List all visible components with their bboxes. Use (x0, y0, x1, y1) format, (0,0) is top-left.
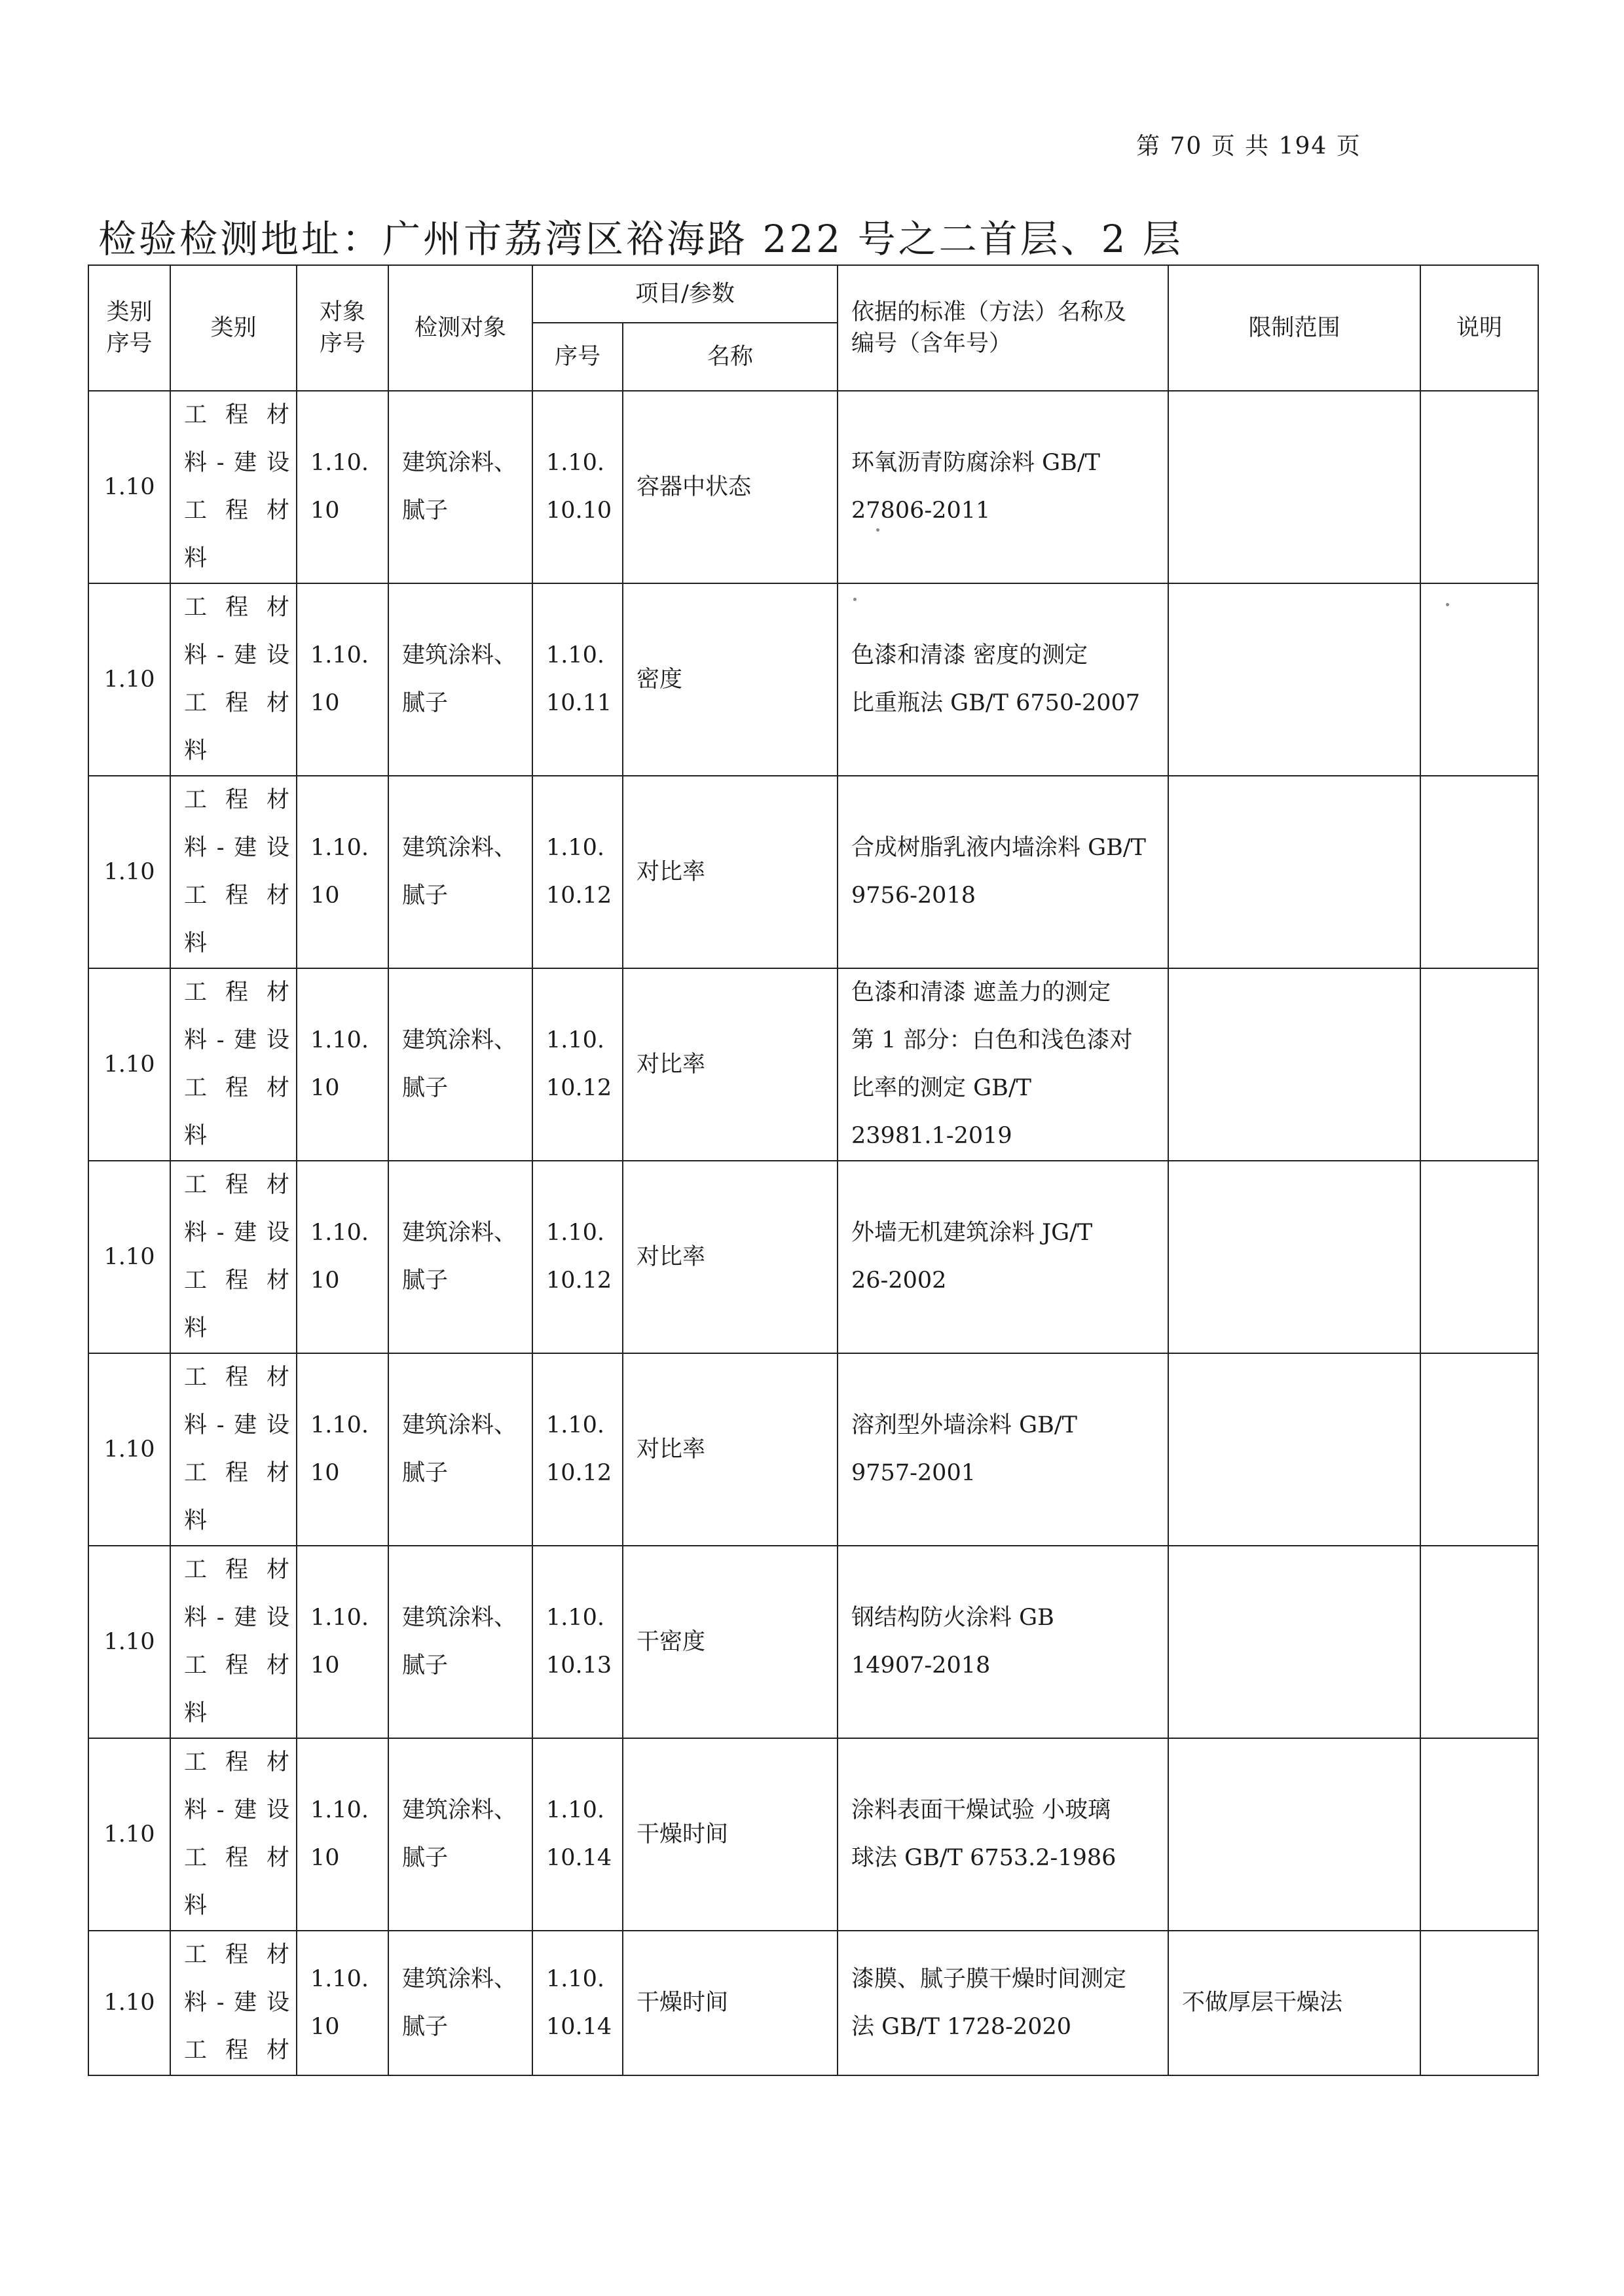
cell-limit (1168, 1738, 1420, 1931)
cell-note (1420, 1353, 1538, 1546)
category-line: 工 程 材 (184, 1942, 289, 1968)
cell-cat-no-text: 1.10 (103, 1821, 155, 1848)
cell-item-name-text: 密度 (637, 666, 683, 693)
table-row (88, 776, 1538, 968)
cell-cat-no (88, 1353, 170, 1546)
category-line: 工 程 材 (184, 690, 289, 716)
header-category: 类别 (170, 265, 297, 391)
cell-item-name (623, 776, 838, 968)
cell-item-no-text: 1.10. 10.13 (546, 1605, 612, 1679)
cell-cat-no-text: 1.10 (103, 473, 155, 500)
cell-item-no (532, 583, 623, 776)
table-row (88, 1546, 1538, 1738)
cell-note (1420, 583, 1538, 776)
cell-item-name (623, 583, 838, 776)
category-line: 料 (184, 1123, 208, 1149)
category-line: 工 程 材 (184, 1172, 289, 1198)
category-line: 料-建设 (184, 1220, 289, 1246)
category-line: 工 程 材 (184, 1267, 289, 1294)
cell-limit (1168, 1161, 1420, 1353)
cell-cat-no (88, 1931, 170, 2075)
table-row (88, 391, 1538, 583)
cell-cat-no (88, 1738, 170, 1931)
cell-item-no (532, 1931, 623, 2075)
header-row-1 (88, 265, 1538, 323)
cell-note (1420, 776, 1538, 968)
cell-category (170, 1161, 297, 1353)
cell-item-no-text: 1.10. 10.12 (546, 835, 612, 909)
cell-item-no-text: 1.10. 10.12 (546, 1027, 612, 1101)
cell-obj-no (297, 1738, 388, 1931)
category-line: 工 程 材 (184, 1557, 289, 1583)
cell-limit (1168, 1546, 1420, 1738)
cell-item-name (623, 1546, 838, 1738)
cell-object-text: 建筑涂料、 腻子 (402, 1220, 517, 1294)
cell-note (1420, 1738, 1538, 1931)
cell-item-name-text: 干燥时间 (637, 1990, 729, 2016)
cell-obj-no (297, 1161, 388, 1353)
cell-obj-no (297, 968, 388, 1161)
cell-category (170, 776, 297, 968)
cell-item-no-text: 1.10. 10.10 (546, 450, 612, 524)
header-item-no: 序号 (532, 323, 623, 391)
cell-item-name (623, 1353, 838, 1546)
category-line: 工 程 材 (184, 1749, 289, 1776)
accreditation-table (88, 264, 1539, 2076)
category-line: 工 程 材 (184, 883, 289, 909)
category-line: 料 (184, 545, 208, 572)
cell-object (388, 776, 532, 968)
cell-cat-no-text: 1.10 (103, 1243, 155, 1270)
cell-category (170, 1931, 297, 2075)
cell-obj-no-text: 1.10. 10 (310, 450, 369, 524)
table-row (88, 1161, 1538, 1353)
cell-cat-no (88, 776, 170, 968)
cell-limit (1168, 583, 1420, 776)
cell-object-text: 建筑涂料、 腻子 (402, 835, 517, 909)
cell-cat-no-text: 1.10 (103, 666, 155, 693)
category-line: 工 程 材 (184, 498, 289, 524)
cell-object (388, 968, 532, 1161)
category-line: 工 程 材 (184, 1460, 289, 1486)
category-line: 料-建设 (184, 1605, 289, 1631)
cell-note (1420, 968, 1538, 1161)
cell-cat-no-text: 1.10 (103, 1436, 155, 1463)
cell-standard (838, 968, 1168, 1161)
header-item-name: 名称 (623, 323, 838, 391)
cell-category (170, 391, 297, 583)
cell-obj-no-text: 1.10. 10 (310, 1412, 369, 1486)
cell-item-name-text: 对比率 (637, 1051, 706, 1078)
cell-cat-no-text: 1.10 (103, 1990, 155, 2016)
category-line: 工 程 材 (184, 787, 289, 813)
page-number: 第 70 页 共 194 页 (1136, 133, 1361, 160)
cell-object-text: 建筑涂料、 腻子 (402, 1965, 517, 2040)
cell-obj-no-text: 1.10. 10 (310, 1605, 369, 1679)
cell-obj-no (297, 391, 388, 583)
cell-object (388, 1353, 532, 1546)
category-line: 工 程 材 (184, 594, 289, 621)
category-line: 工 程 材 (184, 1845, 289, 1871)
cell-standard (838, 776, 1168, 968)
cell-item-no (532, 776, 623, 968)
category-line: 料 (184, 1508, 208, 1534)
cell-note (1420, 1161, 1538, 1353)
cell-limit (1168, 1353, 1420, 1546)
cell-limit-text: 不做厚层干燥法 (1182, 1990, 1343, 2016)
table-row (88, 1931, 1538, 2075)
cell-item-no (532, 1738, 623, 1931)
category-line: 工 程 材 (184, 402, 289, 428)
cell-item-no (532, 1546, 623, 1738)
table-row (88, 583, 1538, 776)
cell-object (388, 1161, 532, 1353)
cell-item-no-text: 1.10. 10.14 (546, 1965, 612, 2040)
cell-object (388, 391, 532, 583)
cell-cat-no (88, 1546, 170, 1738)
cell-standard-text: 色漆和清漆 密度的测定 比重瓶法 GB/T 6750-2007 (851, 642, 1141, 716)
category-line: 工 程 材 (184, 1652, 289, 1679)
cell-obj-no-text: 1.10. 10 (310, 642, 369, 716)
header-standard: 依据的标准（方法）名称及 编号（含年号） (838, 265, 1168, 391)
cell-item-name (623, 1738, 838, 1931)
cell-item-name (623, 968, 838, 1161)
cell-item-no-text: 1.10. 10.12 (546, 1412, 612, 1486)
cell-standard-text: 环氧沥青防腐涂料 GB/T 27806-2011 (851, 450, 1100, 524)
cell-standard (838, 1931, 1168, 2075)
cell-obj-no (297, 1931, 388, 2075)
category-line: 料 (184, 738, 208, 764)
cell-item-name-text: 容器中状态 (637, 473, 752, 500)
header-limit: 限制范围 (1168, 265, 1420, 391)
cell-category (170, 1353, 297, 1546)
cell-item-name-text: 对比率 (637, 858, 706, 885)
cell-standard-text: 漆膜、腻子膜干燥时间测定 法 GB/T 1728-2020 (851, 1965, 1127, 2040)
header-note: 说明 (1420, 265, 1538, 391)
cell-cat-no (88, 391, 170, 583)
table-row (88, 968, 1538, 1161)
cell-standard-text: 溶剂型外墙涂料 GB/T 9757-2001 (851, 1412, 1077, 1486)
cell-standard-text: 色漆和清漆 遮盖力的测定 第 1 部分：白色和浅色漆对 比率的测定 GB/T 23981.1-2019 (851, 979, 1133, 1149)
cell-object (388, 583, 532, 776)
cell-category (170, 583, 297, 776)
cell-item-no (532, 968, 623, 1161)
cell-item-no-text: 1.10. 10.11 (546, 642, 612, 716)
cell-item-name (623, 1931, 838, 2075)
cell-item-name-text: 对比率 (637, 1243, 706, 1270)
cell-cat-no-text: 1.10 (103, 1051, 155, 1078)
cell-object (388, 1738, 532, 1931)
category-line: 料-建设 (184, 642, 289, 668)
cell-obj-no-text: 1.10. 10 (310, 835, 369, 909)
category-line: 料-建设 (184, 835, 289, 861)
scan-speck (876, 528, 879, 532)
cell-obj-no-text: 1.10. 10 (310, 1797, 369, 1871)
cell-standard (838, 1161, 1168, 1353)
cell-object-text: 建筑涂料、 腻子 (402, 642, 517, 716)
cell-obj-no (297, 776, 388, 968)
cell-item-name-text: 干密度 (637, 1628, 706, 1655)
header-object: 检测对象 (388, 265, 532, 391)
cell-item-name-text: 干燥时间 (637, 1821, 729, 1848)
cell-limit (1168, 391, 1420, 583)
cell-note (1420, 1931, 1538, 2075)
cell-item-no (532, 1161, 623, 1353)
cell-obj-no (297, 1353, 388, 1546)
cell-obj-no-text: 1.10. 10 (310, 1027, 369, 1101)
cell-limit (1168, 968, 1420, 1161)
cell-cat-no (88, 1161, 170, 1353)
cell-obj-no (297, 1546, 388, 1738)
table-row (88, 1738, 1538, 1931)
cell-object-text: 建筑涂料、 腻子 (402, 450, 517, 524)
cell-obj-no (297, 583, 388, 776)
cell-item-no-text: 1.10. 10.14 (546, 1797, 612, 1871)
scan-speck (1446, 603, 1449, 606)
cell-object (388, 1931, 532, 2075)
cell-object (388, 1546, 532, 1738)
cell-category (170, 1738, 297, 1931)
cell-standard (838, 1738, 1168, 1931)
cell-item-name-text: 对比率 (637, 1436, 706, 1463)
category-line: 工 程 材 (184, 1075, 289, 1101)
category-line: 工 程 材 (184, 979, 289, 1006)
cell-cat-no (88, 968, 170, 1161)
cell-standard (838, 391, 1168, 583)
category-line: 料-建设 (184, 1412, 289, 1438)
cell-obj-no-text: 1.10. 10 (310, 1965, 369, 2040)
cell-standard (838, 1353, 1168, 1546)
cell-cat-no-text: 1.10 (103, 1628, 155, 1655)
category-line: 料-建设 (184, 450, 289, 476)
cell-object-text: 建筑涂料、 腻子 (402, 1412, 517, 1486)
cell-standard-text: 合成树脂乳液内墙涂料 GB/T 9756-2018 (851, 835, 1146, 909)
cell-standard-text: 涂料表面干燥试验 小玻璃 球法 GB/T 6753.2-1986 (851, 1797, 1116, 1871)
category-line: 料-建设 (184, 1797, 289, 1823)
header-item-param: 项目/参数 (532, 265, 838, 323)
cell-standard (838, 583, 1168, 776)
cell-item-no-text: 1.10. 10.12 (546, 1220, 612, 1294)
category-line: 工 程 材 (184, 1364, 289, 1391)
category-line: 料 (184, 1315, 208, 1341)
cell-standard-text: 钢结构防火涂料 GB 14907-2018 (851, 1605, 1054, 1679)
cell-item-no (532, 391, 623, 583)
cell-object-text: 建筑涂料、 腻子 (402, 1797, 517, 1871)
category-line: 料-建设 (184, 1027, 289, 1053)
cell-obj-no-text: 1.10. 10 (310, 1220, 369, 1294)
category-line: 料 (184, 930, 208, 957)
test-address: 检验检测地址：广州市荔湾区裕海路 222 号之二首层、2 层 (98, 217, 1183, 261)
header-obj-no: 对象 序号 (297, 265, 388, 391)
cell-item-name (623, 391, 838, 583)
category-line: 料 (184, 1700, 208, 1726)
cell-note (1420, 1546, 1538, 1738)
cell-standard-text: 外墙无机建筑涂料 JG/T 26-2002 (851, 1220, 1093, 1294)
scan-speck (853, 598, 857, 601)
header-cat-no: 类别 序号 (88, 265, 170, 391)
cell-note (1420, 391, 1538, 583)
cell-standard (838, 1546, 1168, 1738)
cell-cat-no (88, 583, 170, 776)
cell-cat-no-text: 1.10 (103, 858, 155, 885)
cell-item-no (532, 1353, 623, 1546)
cell-object-text: 建筑涂料、 腻子 (402, 1605, 517, 1679)
table-row (88, 1353, 1538, 1546)
cell-object-text: 建筑涂料、 腻子 (402, 1027, 517, 1101)
cell-category (170, 1546, 297, 1738)
cell-limit (1168, 1931, 1420, 2075)
category-line: 工 程 材 (184, 2037, 289, 2064)
cell-category (170, 968, 297, 1161)
cell-item-name (623, 1161, 838, 1353)
cell-limit (1168, 776, 1420, 968)
category-line: 料 (184, 1893, 208, 1919)
category-line: 料-建设 (184, 1990, 289, 2016)
